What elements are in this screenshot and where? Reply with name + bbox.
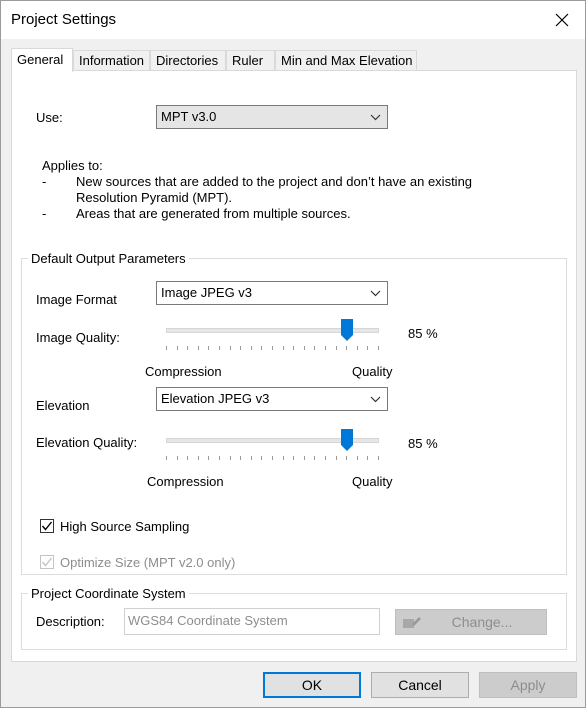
description-label: Description: [36, 614, 105, 629]
edit-icon [402, 615, 422, 631]
image-quality-slider-thumb[interactable] [341, 319, 353, 341]
chevron-down-icon [370, 393, 381, 405]
tab-information[interactable] [73, 50, 150, 71]
slider-tick [187, 346, 188, 350]
slider-tick [367, 456, 368, 460]
slider-tick [378, 346, 379, 350]
slider-tick [240, 346, 241, 350]
slider-tick [304, 346, 305, 350]
image-format-label: Image Format [36, 292, 117, 307]
tab-general[interactable] [11, 48, 73, 72]
slider-tick [325, 456, 326, 460]
slider-tick [357, 456, 358, 460]
slider-tick [293, 456, 294, 460]
slider-tick [357, 346, 358, 350]
slider-tick [187, 456, 188, 460]
slider-tick [251, 346, 252, 350]
high-source-sampling-checkbox[interactable] [40, 519, 54, 533]
applies-bullet: - [42, 174, 47, 189]
description-value: WGS84 Coordinate System [128, 613, 288, 628]
slider-tick [166, 456, 167, 460]
checkmark-icon [41, 520, 53, 532]
elevation-quality-label: Elevation Quality: [36, 435, 138, 450]
slider-tick [272, 346, 273, 350]
window-title: Project Settings [11, 11, 117, 28]
tab-label: Min and Max Elevation [281, 53, 413, 68]
image-quality-value: 85 % [408, 326, 438, 341]
ok-button-label: OK [301, 677, 323, 693]
elevation-quality-min-label: Compression [147, 474, 224, 489]
slider-tick [230, 346, 231, 350]
checkmark-icon [41, 556, 53, 568]
slider-tick [336, 456, 337, 460]
tab-label: Information [79, 53, 145, 68]
applies-bullet: - [42, 206, 47, 221]
general-tab-panel [11, 70, 577, 662]
slider-tick [272, 456, 273, 460]
chevron-down-icon [370, 287, 381, 299]
slider-tick [378, 456, 379, 460]
cancel-button[interactable] [371, 672, 469, 698]
apply-button[interactable] [479, 672, 577, 698]
slider-tick [208, 346, 209, 350]
slider-tick [336, 346, 337, 350]
image-format-value: Image JPEG v3 [161, 285, 253, 300]
change-button-label: Change... [451, 614, 513, 630]
elevation-label: Elevation [36, 398, 90, 413]
applies-item-text: New sources that are added to the project and don’t have an existing [76, 174, 473, 189]
slider-tick [198, 346, 199, 350]
slider-tick [346, 346, 347, 350]
elevation-quality-slider-thumb[interactable] [341, 429, 353, 451]
elevation-quality-ticks [166, 456, 379, 462]
optimize-size-label: Optimize Size (MPT v2.0 only) [60, 555, 236, 570]
output-params-title: Default Output Parameters [28, 251, 189, 266]
slider-tick [325, 346, 326, 350]
slider-tick [251, 456, 252, 460]
slider-tick [367, 346, 368, 350]
elevation-quality-value: 85 % [408, 436, 438, 451]
slider-tick [314, 456, 315, 460]
use-dropdown-value: MPT v3.0 [161, 109, 217, 124]
tab-label: General [17, 52, 64, 67]
slider-tick [283, 346, 284, 350]
ok-button[interactable] [263, 672, 361, 698]
chevron-down-icon [370, 111, 381, 123]
image-quality-min-label: Compression [145, 364, 222, 379]
slider-tick [283, 456, 284, 460]
image-quality-ticks [166, 346, 379, 352]
change-coordinate-button[interactable] [395, 609, 547, 635]
slider-tick [261, 456, 262, 460]
elevation-quality-max-label: Quality [352, 474, 393, 489]
slider-tick [230, 456, 231, 460]
coordinate-system-title: Project Coordinate System [28, 586, 189, 601]
tab-min-max-elevation[interactable] [275, 50, 417, 71]
slider-tick [208, 456, 209, 460]
image-quality-max-label: Quality [352, 364, 393, 379]
slider-tick [219, 346, 220, 350]
slider-tick [219, 456, 220, 460]
slider-tick [314, 346, 315, 350]
image-format-dropdown[interactable] [156, 281, 388, 305]
elevation-dropdown[interactable] [156, 387, 388, 411]
slider-tick [346, 456, 347, 460]
tab-ruler[interactable] [226, 50, 275, 71]
description-field[interactable] [124, 608, 380, 635]
slider-tick [304, 456, 305, 460]
apply-button-label: Apply [510, 677, 546, 693]
slider-tick [177, 346, 178, 350]
use-dropdown[interactable] [156, 105, 388, 129]
optimize-size-checkbox[interactable] [40, 555, 54, 569]
title-bar [1, 1, 585, 39]
image-quality-label: Image Quality: [36, 330, 120, 345]
slider-tick [240, 456, 241, 460]
close-icon [555, 13, 569, 27]
close-button[interactable] [539, 1, 585, 39]
applies-item-text-cont: Resolution Pyramid (MPT). [76, 190, 233, 205]
slider-tick [166, 346, 167, 350]
slider-tick [293, 346, 294, 350]
use-label: Use: [36, 110, 63, 125]
cancel-button-label: Cancel [398, 677, 442, 693]
tab-directories[interactable] [150, 50, 226, 71]
tab-label: Ruler [232, 53, 264, 68]
slider-tick [198, 456, 199, 460]
slider-tick [177, 456, 178, 460]
elevation-value: Elevation JPEG v3 [161, 391, 270, 406]
applies-to-title: Applies to: [42, 158, 103, 173]
applies-item-text: Areas that are generated from multiple sources. [76, 206, 351, 221]
slider-tick [261, 346, 262, 350]
high-source-sampling-label: High Source Sampling [60, 519, 190, 534]
tab-label: Directories [156, 53, 219, 68]
